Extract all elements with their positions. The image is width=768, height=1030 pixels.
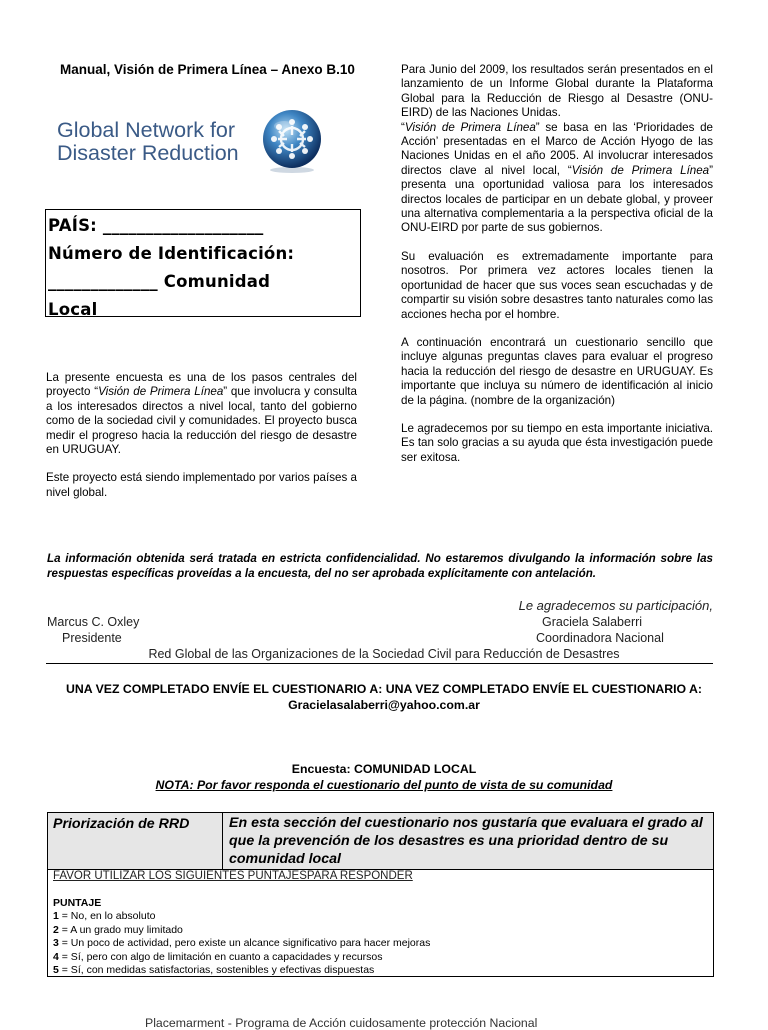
intro-paragraph-6: A continuación encontrará un cuestionario sencillo que incluye algunas preguntas claves para evaluar el progreso hacia la reducción del riesgo de desastre en URUGUAY. Es importante que incluya su número de identificación al inicio de la página. (nombre de la organización) [401,335,713,407]
scale-row-2: 2 = A un grado muy limitado [53,923,183,936]
country-field[interactable]: PAÍS: ___________________ [48,216,264,235]
scoring-instruction: FAVOR UTILIZAR LOS SIGUIENTES PUNTAJESPARA RESPONDER [53,870,413,882]
id-number-field[interactable]: _____________ Comunidad [48,272,271,291]
intro-paragraph-5: Su evaluación es extremadamente importante para nosotros. Por primera vez actores locales tienen la oportunidad de hacer que sus voces sean escuchadas y de compartir su visión sobre desastres tanto naturales como las acciones hecha por el hombre. [401,249,713,321]
manual-title: Manual, Visión de Primera Línea – Anexo B.10 [60,62,355,77]
survey-note: NOTA: Por favor responda el cuestionario del punto de vista de su comunidad [155,778,613,792]
signatory-right-role: Coordinadora Nacional [536,631,664,645]
divider [46,663,713,664]
rrd-table-body [48,870,713,976]
scale-row-4: 4 = Sí, pero con algo de limitación en cuanto a capacidades y recursos [53,950,383,963]
logo-line-2: Disaster Reduction [57,141,239,165]
globe-people-icon [260,108,324,174]
community-label: Local [48,300,98,319]
intro-paragraph-1: La presente encuesta es una de los pasos centrales del proyecto “Visión de Primera Línea” que involucra y consulta a los interesados directos a nivel local, tanto del gobierno como de la sociedad civil y comunidades. El proyecto busca medir el progreso hacia la reducción del riesgo de desastre en URUGUAY. [46,371,357,457]
logo-wordmark [57,119,239,165]
intro-paragraph-7: Le agradecemos por su tiempo en esta importante iniciativa. Es tan solo gracias a su ayuda que ésta investigación puede ser exitosa. [401,421,713,464]
signatory-left-name: Marcus C. Oxley [47,615,140,629]
confidentiality-note: La información obtenida será tratada en estricta confidencialidad. No estaremos divulgando la información sobre las respuestas específicas proveídas a la encuesta, del no ser aprobada explícitamente con antelación. [47,552,713,580]
intro-paragraph-2: Este proyecto está siendo implementado por varios países a nivel global. [46,471,357,499]
send-instructions: UNA VEZ COMPLETADO ENVÍE EL CUESTIONARIO A: UNA VEZ COMPLETADO ENVÍE EL CUESTIONARIO A: Gracielasalaberri@yahoo.com.ar [65,682,703,712]
rrd-priority-table [47,812,714,977]
network-name: Red Global de las Organizaciones de la Sociedad Civil para Reducción de Desastres [148,647,620,661]
intro-right-column [401,63,713,479]
scale-row-5: 5 = Sí, con medidas satisfactorias, sostenibles y efectivas dispuestas [53,964,375,976]
gndr-logo [57,108,327,180]
signatory-left-role: Presidente [62,631,122,645]
intro-paragraph-4: “Visión de Primera Línea” se basa en las ‘Prioridades de Acción’ presentadas en el Marco de Acción Hyogo de las Naciones Unidas en el año 2005. Al involucrar interesados directos clave al nivel local, “Visión de Primera Línea” presenta una oportunidad valiosa para los interesados directos locales de participar en un debate global, y proveer una alternativa complementaria a la perspectiva oficial de la ONU-EIRD por parte de sus gobiernos. [401,120,714,235]
identification-box [45,209,361,317]
scale-row-1: 1 = No, en lo absoluto [53,910,156,922]
rrd-header-title: Priorización de RRD [48,813,223,869]
rrd-header-description: En esta sección del cuestionario nos gustaría que evaluara el grado al que la prevención de los desastres es una prioridad dentro de su comunidad local [229,815,703,867]
thanks-line: Le agradecemos su participación, [518,598,713,613]
rrd-table-header [48,813,713,870]
scale-row-3: 3 = Un poco de actividad, pero existe un alcance significativo para hacer mejoras [53,937,431,949]
id-number-label: Número de Identificación: [48,244,295,263]
survey-title: Encuesta: COMUNIDAD LOCAL [291,762,477,776]
footer-cut-off-text: Placemarment - Programa de Acción cuidosamente protección Nacional [145,1016,538,1030]
logo-line-1: Global Network for [57,118,236,142]
intro-left-column [46,371,357,514]
signatory-right-name: Graciela Salaberri [542,615,643,629]
intro-paragraph-3: Para Junio del 2009, los resultados serán presentados en el lanzamiento de un Informe Global durante la Plataforma Global para la Reducción de Riesgo al Desastre (ONU-EIRD) de las Naciones Unidas. [401,63,713,120]
scale-title: PUNTAJE [53,897,102,909]
